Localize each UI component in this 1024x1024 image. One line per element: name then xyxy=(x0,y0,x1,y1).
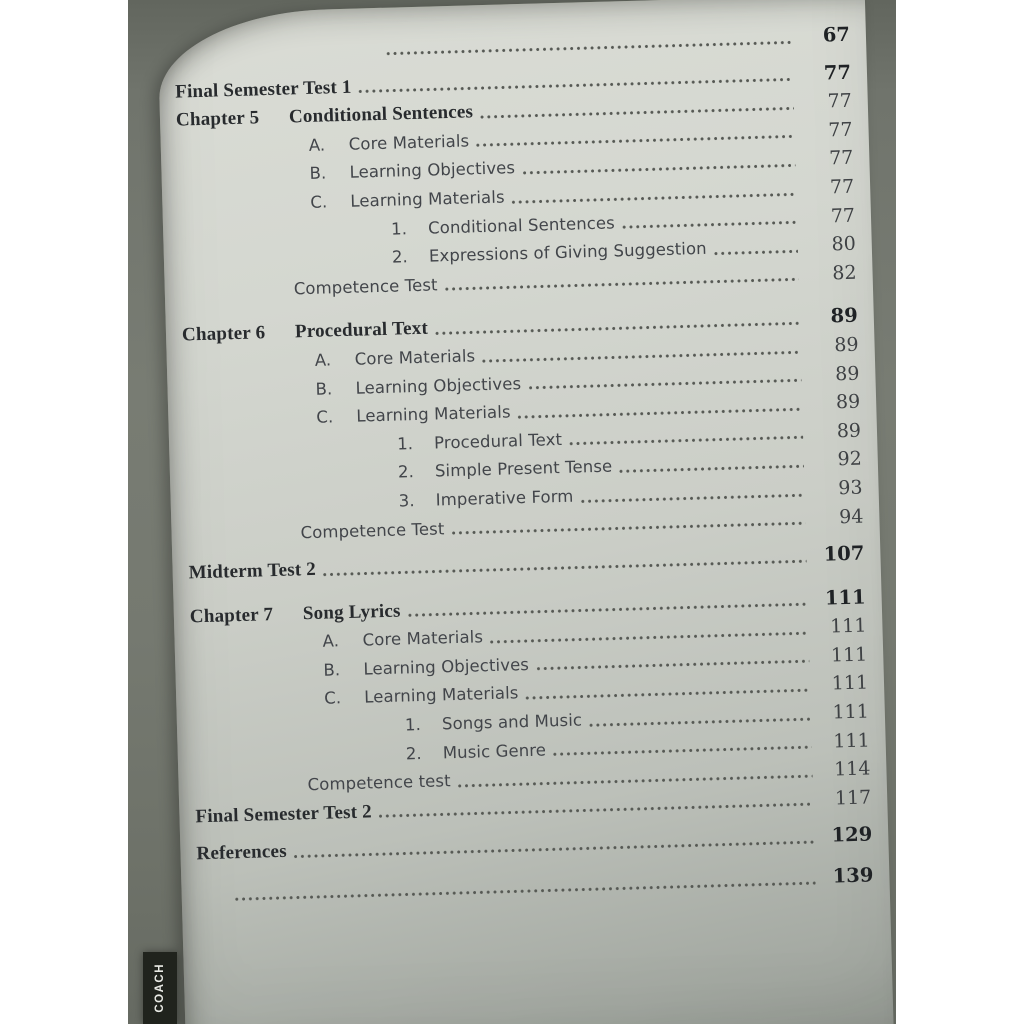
page-number: 114 xyxy=(833,757,871,781)
dot-leader xyxy=(294,840,815,859)
entry-marker: C. xyxy=(323,688,342,709)
entry-title: Music Genre xyxy=(442,740,547,763)
spine-tab-label: COACH xyxy=(154,963,166,1013)
chapter-label: Chapter 6 xyxy=(181,322,266,346)
dot-leader xyxy=(714,249,798,255)
page-number: 139 xyxy=(832,863,874,888)
dot-leader xyxy=(490,631,809,644)
dot-leader xyxy=(569,436,803,447)
page-number: 89 xyxy=(834,362,860,385)
page-number: 89 xyxy=(836,419,862,442)
page-number: 117 xyxy=(834,786,872,810)
entry-marker: C. xyxy=(316,407,334,427)
dot-leader xyxy=(379,803,814,819)
entry-title: Learning Materials xyxy=(363,683,519,708)
dot-leader xyxy=(512,192,797,204)
page-number: 80 xyxy=(831,232,857,256)
entry-marker: A. xyxy=(308,135,326,155)
entry-label: Midterm Test 2 xyxy=(188,558,317,584)
entry-marker: B. xyxy=(323,660,341,680)
page-number: 93 xyxy=(838,476,863,500)
dot-leader xyxy=(622,220,797,229)
page-number: 111 xyxy=(824,585,866,610)
toc-entry xyxy=(197,861,874,908)
book-photo xyxy=(128,0,896,1024)
dot-leader xyxy=(526,688,811,700)
entry-marker: 1. xyxy=(396,433,414,454)
entry-title: Competence test xyxy=(307,771,451,795)
dot-leader xyxy=(619,464,804,473)
entry-marker: C. xyxy=(310,192,328,212)
page-number: 67 xyxy=(822,22,851,47)
entry-title: Learning Materials xyxy=(356,402,511,426)
dot-leader xyxy=(518,407,803,419)
dot-leader xyxy=(482,350,801,363)
entry-title: Conditional Sentences xyxy=(427,212,616,238)
page-number: 111 xyxy=(833,729,870,753)
entry-marker: 1. xyxy=(404,715,422,735)
page-number: 77 xyxy=(823,60,852,85)
page-number: 111 xyxy=(829,614,867,638)
page-number: 111 xyxy=(831,671,869,695)
entry-marker: B. xyxy=(315,378,333,399)
page-number: 77 xyxy=(830,204,856,227)
page-number: 129 xyxy=(831,822,873,848)
dot-leader xyxy=(235,881,816,901)
dot-leader xyxy=(522,163,795,175)
entry-marker: 1. xyxy=(390,218,408,239)
entry-title: Song Lyrics xyxy=(302,600,401,624)
page-number: 92 xyxy=(837,447,863,471)
entry-title: Learning Objectives xyxy=(355,373,522,398)
page-number: 82 xyxy=(832,261,857,285)
dot-leader xyxy=(553,745,812,756)
dot-leader xyxy=(476,135,795,148)
dot-leader xyxy=(528,378,801,390)
page-number: 94 xyxy=(838,505,864,528)
dot-leader xyxy=(589,717,811,727)
entry-title: Expressions of Giving Suggestion xyxy=(428,238,707,266)
page-number: 77 xyxy=(829,175,855,199)
dot-leader xyxy=(451,521,805,535)
chapter-label: Chapter 5 xyxy=(175,107,260,131)
entry-title: Imperative Form xyxy=(435,486,574,510)
entry-marker: A. xyxy=(322,631,340,651)
dot-leader xyxy=(536,660,809,672)
entry-title: Conditional Sentences xyxy=(288,101,474,128)
entry-title: Competence Test xyxy=(300,518,445,542)
entry-marker: 2. xyxy=(397,462,415,482)
dot-leader xyxy=(445,278,799,292)
page-number: 111 xyxy=(830,643,868,667)
page-number: 77 xyxy=(827,89,853,113)
page-number: 89 xyxy=(830,303,859,328)
entry-title: Competence Test xyxy=(293,275,438,299)
entry-title: Songs and Music xyxy=(441,710,583,734)
entry-marker: 2. xyxy=(391,247,409,267)
page-number: 77 xyxy=(828,118,853,142)
entry-title: Learning Objectives xyxy=(349,158,516,183)
toc-entry xyxy=(188,540,865,587)
book-page xyxy=(157,0,895,1024)
dot-leader xyxy=(386,40,792,55)
dot-leader xyxy=(581,493,805,503)
entry-title: Simple Present Tense xyxy=(434,456,613,481)
entry-title: Core Materials xyxy=(354,346,476,369)
dot-leader xyxy=(323,559,807,577)
entry-title: Core Materials xyxy=(362,627,484,650)
chapter-label: Chapter 7 xyxy=(189,603,274,628)
entry-title: Learning Materials xyxy=(350,187,505,211)
entry-marker: A. xyxy=(314,350,332,370)
entry-marker: B. xyxy=(309,163,327,184)
entry-label: Final Semester Test 2 xyxy=(195,801,373,828)
entry-title: Core Materials xyxy=(348,131,470,154)
entry-marker: 2. xyxy=(405,743,423,764)
page-number: 89 xyxy=(834,333,859,357)
entry-title: Procedural Text xyxy=(433,429,563,453)
spine-tab xyxy=(143,952,177,1024)
toc xyxy=(157,0,890,909)
page-number: 111 xyxy=(832,700,870,724)
page-number: 107 xyxy=(823,541,865,566)
dot-leader xyxy=(480,106,794,119)
entry-marker: 3. xyxy=(398,491,415,511)
page-number: 89 xyxy=(835,390,861,414)
entry-title: Procedural Text xyxy=(294,318,429,343)
entry-label: Final Semester Test 1 xyxy=(174,76,352,103)
entry-title: Learning Objectives xyxy=(363,654,530,679)
entry-label: References xyxy=(196,841,288,865)
page-number: 77 xyxy=(828,147,854,170)
